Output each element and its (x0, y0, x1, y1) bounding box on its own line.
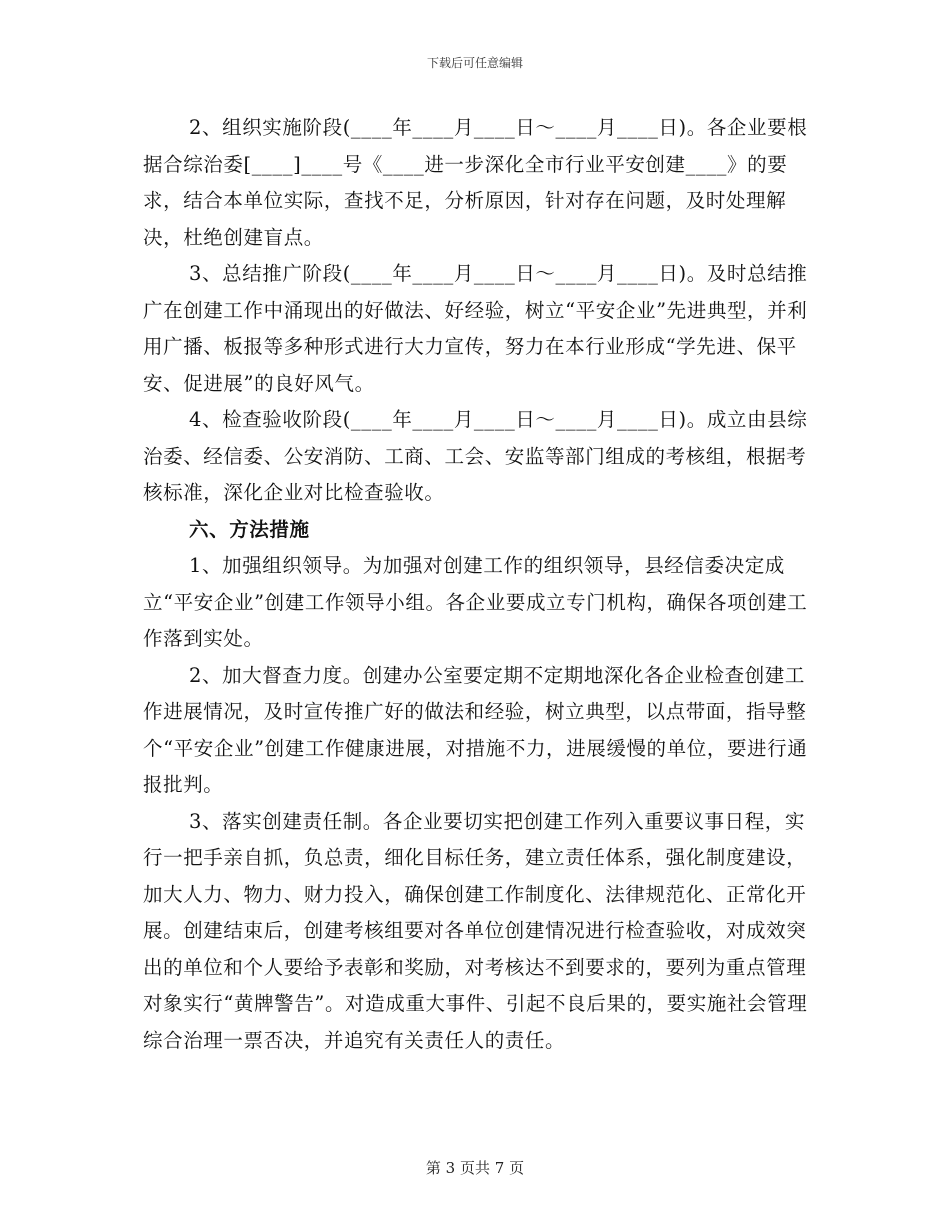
paragraph-measure-1: 1、加强组织领导。为加强对创建工作的组织领导，县经信委决定成立“平安企业”创建工作领导小组。各企业要成立专门机构，确保各项创建工作落到实处。 (143, 554, 808, 650)
paragraph-measure-3: 3、落实创建责任制。各企业要切实把创建工作列入重要议事日程，实行一把手亲自抓，负总责，细化目标任务，建立责任体系，强化制度建设，加大人力、物力、财力投入，确保创建工作制度化、法律规范化、正常化开展。创建结束后，创建考核组要对各单位创建情况进行检查验收，对成效突出的单位和个人要给予表彰和奖励，对考核达不到要求的，要列为重点管理对象实行“黄牌警告”。对造成重大事件、引起不良后果的，要实施社会管理综合治理一票否决，并追究有关责任人的责任。 (143, 809, 808, 1052)
section-heading-methods: 六、方法措施 (189, 517, 310, 541)
page-footer: 第 3 页共 7 页 (425, 1159, 525, 1177)
document-body (143, 110, 823, 1059)
paragraph-stage-3: 3、总结推广阶段(____年____月____日～____月____日)。及时总结推广在创建工作中涌现出的好做法、好经验，树立“平安企业”先进典型，并利用广播、板报等多种形式进行大力宣传，努力在本行业形成“学先进、保平安、促进展”的良好风气。 (143, 262, 808, 395)
page-header: 下载后可任意编辑 (426, 56, 523, 70)
paragraph-measure-2: 2、加大督查力度。创建办公室要定期不定期地深化各企业检查创建工作进展情况，及时宣传推广好的做法和经验，树立典型，以点带面，指导整个“平安企业”创建工作健康进展，对措施不力，进展缓慢的单位，要进行通报批判。 (143, 663, 808, 796)
paragraph-stage-4: 4、检查验收阶段(____年____月____日～____月____日)。成立由县综治委、经信委、公安消防、工商、工会、安监等部门组成的考核组，根据考核标准，深化企业对比检查验收。 (143, 408, 808, 504)
paragraph-stage-2: 2、组织实施阶段(____年____月____日～____月____日)。各企业要根据合综治委[____]____号《____进一步深化全市行业平安创建____》的要求，结合本单位实际，查找不足，分析原因，针对存在问题，及时处理解决，杜绝创建盲点。 (143, 116, 808, 249)
